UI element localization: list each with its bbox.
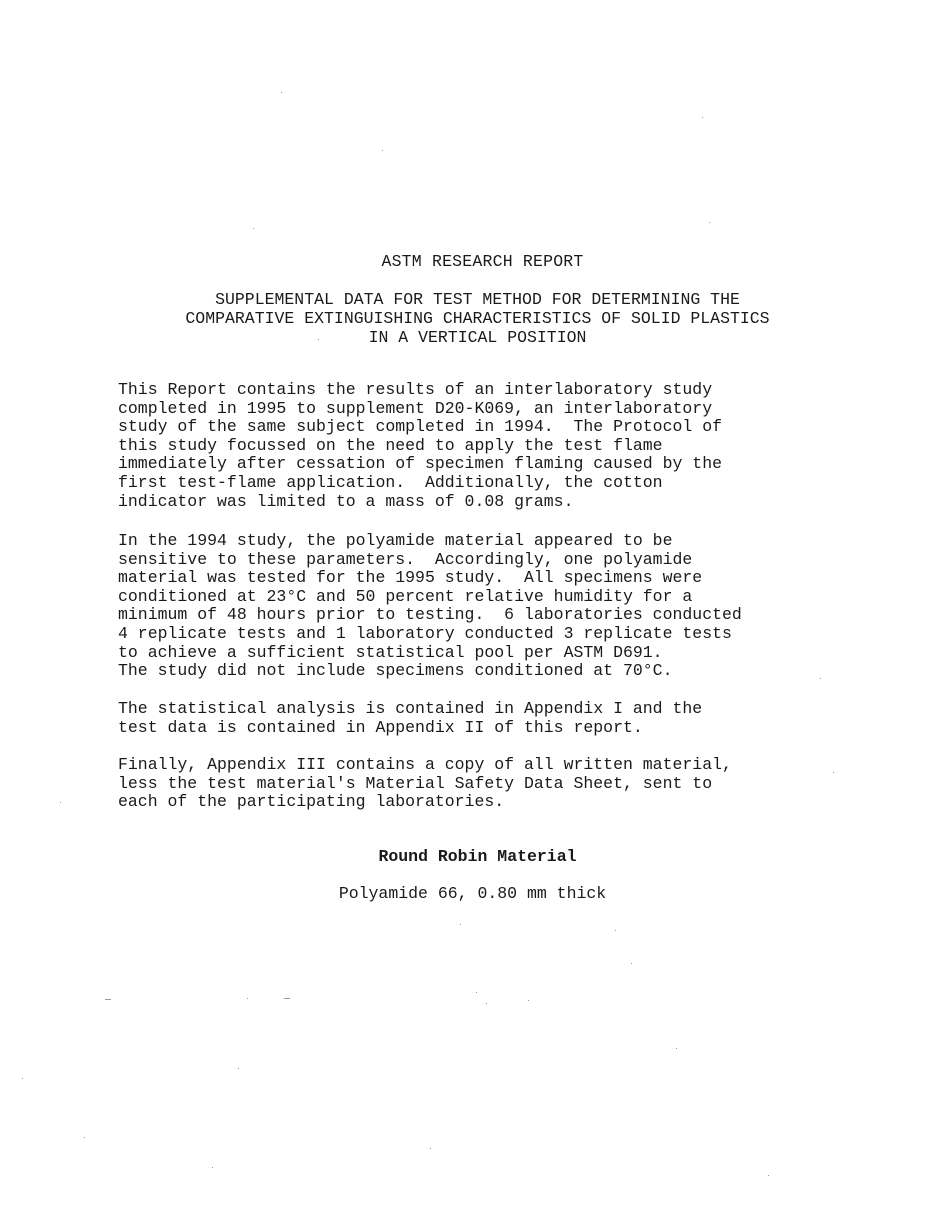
material-heading: Round Robin Material [378, 847, 577, 866]
paragraph-line: minimum of 48 hours prior to testing. 6 laboratories conducted [118, 605, 742, 625]
paragraph-line: to achieve a sufficient statistical pool per ASTM D691. [118, 642, 663, 662]
scan-speck [460, 924, 461, 925]
scan-speck [615, 930, 616, 931]
paragraph-line: study of the same subject completed in 1994. The Protocol of [118, 417, 722, 437]
paragraph-line: completed in 1995 to supplement D20-K069, an interlaboratory [118, 398, 713, 418]
subtitle-line: IN A VERTICAL POSITION [368, 328, 587, 347]
report-title: ASTM RESEARCH REPORT [381, 252, 584, 271]
paragraph-line: This Report contains the results of an interlaboratory study [118, 380, 713, 399]
scan-speck [253, 228, 254, 229]
scan-speck [247, 998, 248, 999]
paragraph-line: sensitive to these parameters. Accordingly, one polyamide [118, 549, 693, 569]
paragraph-line: conditioned at 23°C and 50 percent relative humidity for a [118, 586, 693, 606]
scan-speck [382, 150, 383, 151]
scan-speck [486, 1003, 487, 1004]
scan-speck [709, 222, 710, 223]
scan-speck [430, 1148, 431, 1149]
paragraph-line: The study did not include specimens conditioned at 70°C. [118, 661, 673, 681]
paragraph-line: Finally, Appendix III contains a copy of all written material, [118, 755, 732, 774]
scan-speck [528, 1000, 529, 1001]
paragraph-line: The statistical analysis is contained in Appendix I and the [118, 699, 703, 718]
paragraph-line: In the 1994 study, the polyamide material appeared to be [118, 531, 673, 550]
scan-speck [284, 998, 290, 999]
scan-speck [820, 678, 821, 679]
scan-speck [60, 802, 61, 803]
scan-speck [105, 999, 111, 1000]
scan-speck [676, 1048, 677, 1049]
scan-speck [238, 1068, 239, 1069]
paragraph-line: less the test material's Material Safety Data Sheet, sent to [118, 773, 713, 793]
paragraph-line: indicator was limited to a mass of 0.08 grams. [118, 491, 574, 511]
paragraph-line: 4 replicate tests and 1 laboratory conducted 3 replicate tests [118, 623, 732, 643]
scan-speck [768, 1175, 769, 1176]
scan-speck [318, 339, 319, 340]
scan-speck [476, 992, 477, 993]
paragraph-line: immediately after cessation of specimen flaming caused by the [118, 454, 722, 474]
paragraph-intro [118, 381, 722, 511]
scan-speck [22, 1078, 23, 1079]
subtitle-line: COMPARATIVE EXTINGUISHING CHARACTERISTICS OF SOLID PLASTICS [185, 309, 770, 328]
scan-speck [84, 1137, 85, 1138]
paragraph-line: test data is contained in Appendix II of this report. [118, 717, 643, 737]
paragraph-line: each of the participating laboratories. [118, 792, 505, 812]
paragraph-appendix-references [118, 700, 702, 737]
report-subtitle [0, 290, 950, 347]
subtitle-line: SUPPLEMENTAL DATA FOR TEST METHOD FOR DETERMINING THE [215, 290, 740, 309]
scan-speck [833, 772, 834, 773]
paragraph-line: this study focussed on the need to apply the test flame [118, 435, 663, 455]
paragraph-appendix-iii [118, 756, 732, 812]
scan-speck [631, 963, 632, 964]
paragraph-line: first test-flame application. Additionally, the cotton [118, 472, 663, 492]
material-description: Polyamide 66, 0.80 mm thick [338, 884, 607, 903]
scan-speck [281, 92, 282, 93]
paragraph-line: material was tested for the 1995 study. All specimens were [118, 568, 703, 588]
scan-speck [702, 117, 703, 118]
scan-speck [212, 1167, 213, 1168]
paragraph-study-details [118, 532, 742, 681]
